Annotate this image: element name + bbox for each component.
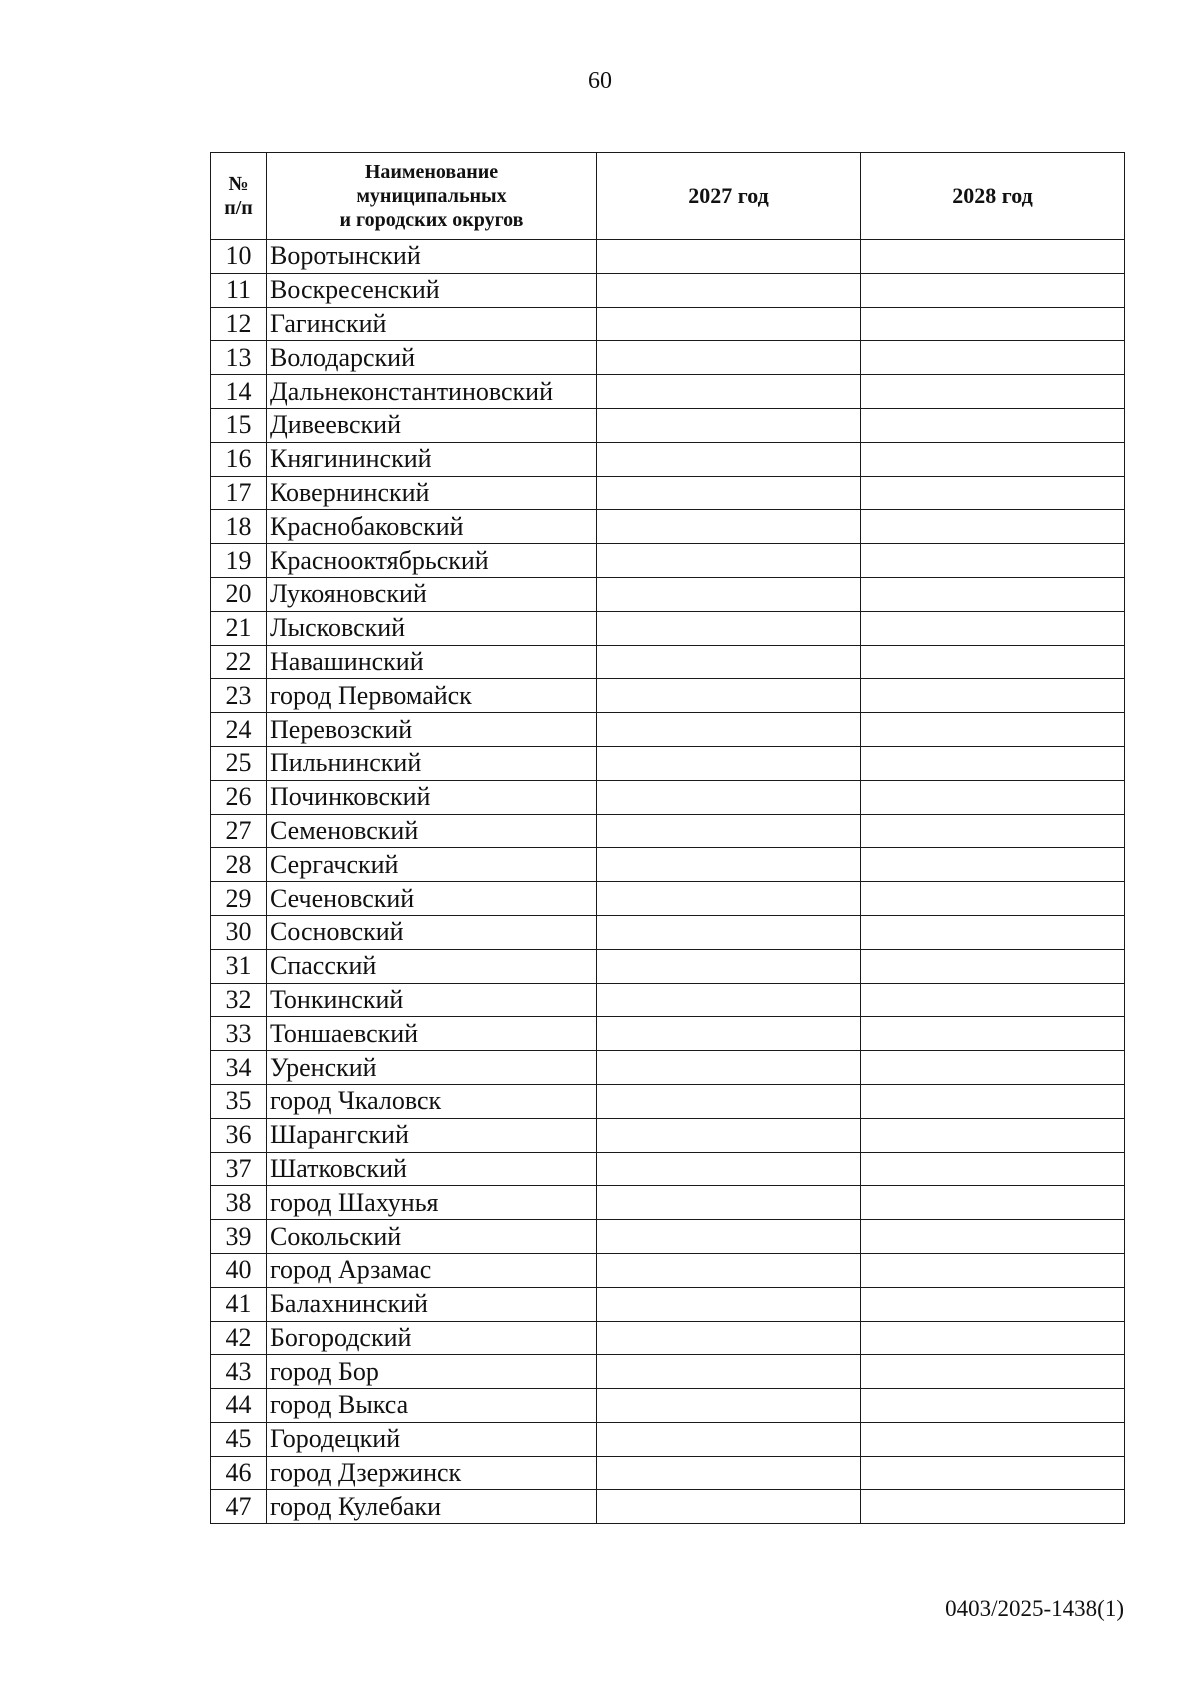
row-value-2027 xyxy=(597,375,861,409)
row-number: 19 xyxy=(211,544,267,578)
row-number: 23 xyxy=(211,679,267,713)
page-number: 60 xyxy=(588,68,612,94)
table-row xyxy=(211,1118,1125,1152)
row-value-2027 xyxy=(597,544,861,578)
table-row xyxy=(211,1186,1125,1220)
header-name-line-2: муниципальных xyxy=(356,185,507,207)
row-value-2027 xyxy=(597,645,861,679)
row-value-2027 xyxy=(597,1152,861,1186)
row-number: 14 xyxy=(211,375,267,409)
row-name: Спасский xyxy=(267,949,597,983)
row-name: Дивеевский xyxy=(267,408,597,442)
table-row xyxy=(211,882,1125,916)
row-number: 18 xyxy=(211,510,267,544)
row-value-2028 xyxy=(861,983,1125,1017)
row-number: 45 xyxy=(211,1422,267,1456)
table-row xyxy=(211,577,1125,611)
row-number: 40 xyxy=(211,1253,267,1287)
row-value-2027 xyxy=(597,1389,861,1423)
municipalities-table xyxy=(210,152,1125,1524)
row-value-2027 xyxy=(597,476,861,510)
row-number: 47 xyxy=(211,1490,267,1524)
row-value-2028 xyxy=(861,1051,1125,1085)
table-row xyxy=(211,713,1125,747)
row-number: 27 xyxy=(211,814,267,848)
row-number: 20 xyxy=(211,577,267,611)
table-row xyxy=(211,1287,1125,1321)
table-row xyxy=(211,375,1125,409)
table-row xyxy=(211,645,1125,679)
row-value-2028 xyxy=(861,1186,1125,1220)
row-value-2028 xyxy=(861,1389,1125,1423)
row-value-2028 xyxy=(861,713,1125,747)
row-number: 34 xyxy=(211,1051,267,1085)
table-row xyxy=(211,848,1125,882)
row-value-2028 xyxy=(861,949,1125,983)
table-row xyxy=(211,814,1125,848)
row-value-2027 xyxy=(597,1287,861,1321)
header-name-line-3: и городских округов xyxy=(339,209,524,231)
row-number: 37 xyxy=(211,1152,267,1186)
row-value-2028 xyxy=(861,915,1125,949)
table-row xyxy=(211,915,1125,949)
row-value-2027 xyxy=(597,611,861,645)
header-name xyxy=(267,153,597,240)
row-value-2028 xyxy=(861,1084,1125,1118)
row-value-2028 xyxy=(861,1253,1125,1287)
row-number: 29 xyxy=(211,882,267,916)
row-value-2028 xyxy=(861,882,1125,916)
row-number: 22 xyxy=(211,645,267,679)
table-row xyxy=(211,273,1125,307)
row-value-2027 xyxy=(597,1355,861,1389)
row-name: город Выкса xyxy=(267,1389,597,1423)
row-value-2028 xyxy=(861,375,1125,409)
row-value-2028 xyxy=(861,1152,1125,1186)
table-row xyxy=(211,544,1125,578)
row-number: 33 xyxy=(211,1017,267,1051)
row-value-2027 xyxy=(597,1051,861,1085)
table-row xyxy=(211,1220,1125,1254)
header-number-abbrev: п/п xyxy=(224,197,253,219)
row-name: Богородский xyxy=(267,1321,597,1355)
row-value-2027 xyxy=(597,915,861,949)
row-value-2027 xyxy=(597,848,861,882)
row-number: 43 xyxy=(211,1355,267,1389)
row-number: 39 xyxy=(211,1220,267,1254)
row-number: 32 xyxy=(211,983,267,1017)
row-value-2028 xyxy=(861,1355,1125,1389)
document-id: 0403/2025-1438(1) xyxy=(945,1596,1124,1621)
row-value-2027 xyxy=(597,882,861,916)
header-row xyxy=(211,153,1125,240)
table-row xyxy=(211,1422,1125,1456)
row-number: 13 xyxy=(211,341,267,375)
table-row xyxy=(211,1490,1125,1524)
table-row xyxy=(211,1321,1125,1355)
row-value-2028 xyxy=(861,1321,1125,1355)
row-name: Балахнинский xyxy=(267,1287,597,1321)
row-value-2028 xyxy=(861,1422,1125,1456)
header-number xyxy=(211,153,267,240)
table-row xyxy=(211,1084,1125,1118)
row-number: 44 xyxy=(211,1389,267,1423)
row-name: Шатковский xyxy=(267,1152,597,1186)
row-value-2028 xyxy=(861,1220,1125,1254)
row-value-2028 xyxy=(861,544,1125,578)
row-name: Володарский xyxy=(267,341,597,375)
row-value-2027 xyxy=(597,1253,861,1287)
row-value-2027 xyxy=(597,1422,861,1456)
table-row xyxy=(211,408,1125,442)
row-number: 16 xyxy=(211,442,267,476)
row-number: 36 xyxy=(211,1118,267,1152)
row-value-2027 xyxy=(597,240,861,274)
table-row xyxy=(211,1456,1125,1490)
row-name: Гагинский xyxy=(267,307,597,341)
table-row xyxy=(211,476,1125,510)
row-value-2028 xyxy=(861,746,1125,780)
row-name: Уренский xyxy=(267,1051,597,1085)
row-name: город Дзержинск xyxy=(267,1456,597,1490)
table-row xyxy=(211,240,1125,274)
row-value-2027 xyxy=(597,780,861,814)
row-name: Воскресенский xyxy=(267,273,597,307)
row-number: 12 xyxy=(211,307,267,341)
row-value-2027 xyxy=(597,1490,861,1524)
table-row xyxy=(211,679,1125,713)
row-name: Сосновский xyxy=(267,915,597,949)
row-value-2028 xyxy=(861,1456,1125,1490)
row-number: 15 xyxy=(211,408,267,442)
row-number: 26 xyxy=(211,780,267,814)
row-value-2027 xyxy=(597,983,861,1017)
row-name: Краснооктябрьский xyxy=(267,544,597,578)
header-year-2027: 2027 год xyxy=(597,153,861,240)
row-value-2028 xyxy=(861,1118,1125,1152)
row-number: 10 xyxy=(211,240,267,274)
table-row xyxy=(211,1389,1125,1423)
row-number: 31 xyxy=(211,949,267,983)
row-number: 21 xyxy=(211,611,267,645)
row-name: Княгининский xyxy=(267,442,597,476)
row-name: город Кулебаки xyxy=(267,1490,597,1524)
row-name: Лукояновский xyxy=(267,577,597,611)
row-number: 42 xyxy=(211,1321,267,1355)
row-value-2027 xyxy=(597,510,861,544)
row-value-2028 xyxy=(861,848,1125,882)
table-row xyxy=(211,746,1125,780)
row-value-2027 xyxy=(597,1456,861,1490)
row-value-2027 xyxy=(597,1220,861,1254)
row-name: Сеченовский xyxy=(267,882,597,916)
row-value-2027 xyxy=(597,746,861,780)
row-name: город Арзамас xyxy=(267,1253,597,1287)
row-value-2027 xyxy=(597,679,861,713)
row-name: Тонкинский xyxy=(267,983,597,1017)
row-name: Дальнеконстантиновский xyxy=(267,375,597,409)
row-name: Ковернинский xyxy=(267,476,597,510)
row-value-2027 xyxy=(597,1118,861,1152)
table-row xyxy=(211,307,1125,341)
row-number: 11 xyxy=(211,273,267,307)
row-name: город Бор xyxy=(267,1355,597,1389)
row-value-2028 xyxy=(861,645,1125,679)
row-name: Сергачский xyxy=(267,848,597,882)
header-name-line-1: Наименование xyxy=(364,161,499,183)
row-value-2028 xyxy=(861,240,1125,274)
table-row xyxy=(211,510,1125,544)
row-name: Починковский xyxy=(267,780,597,814)
row-number: 30 xyxy=(211,915,267,949)
row-name: Лысковский xyxy=(267,611,597,645)
table-row xyxy=(211,1051,1125,1085)
row-number: 46 xyxy=(211,1456,267,1490)
row-value-2027 xyxy=(597,273,861,307)
row-value-2028 xyxy=(861,476,1125,510)
row-value-2027 xyxy=(597,1017,861,1051)
table-row xyxy=(211,341,1125,375)
table-row xyxy=(211,780,1125,814)
header-year-2028: 2028 год xyxy=(861,153,1125,240)
row-name: Тоншаевский xyxy=(267,1017,597,1051)
row-value-2028 xyxy=(861,307,1125,341)
row-number: 28 xyxy=(211,848,267,882)
row-value-2028 xyxy=(861,510,1125,544)
table-row xyxy=(211,1152,1125,1186)
table-row xyxy=(211,983,1125,1017)
row-name: город Чкаловск xyxy=(267,1084,597,1118)
table-row xyxy=(211,1253,1125,1287)
row-value-2027 xyxy=(597,1321,861,1355)
row-value-2027 xyxy=(597,577,861,611)
row-value-2028 xyxy=(861,341,1125,375)
row-name: Воротынский xyxy=(267,240,597,274)
row-number: 17 xyxy=(211,476,267,510)
table-row xyxy=(211,611,1125,645)
row-number: 24 xyxy=(211,713,267,747)
table-row xyxy=(211,949,1125,983)
row-value-2028 xyxy=(861,577,1125,611)
row-number: 25 xyxy=(211,746,267,780)
table-body xyxy=(211,240,1125,1524)
row-value-2028 xyxy=(861,780,1125,814)
row-value-2027 xyxy=(597,814,861,848)
row-value-2028 xyxy=(861,814,1125,848)
row-number: 38 xyxy=(211,1186,267,1220)
table-row xyxy=(211,1355,1125,1389)
row-name: Городецкий xyxy=(267,1422,597,1456)
row-value-2028 xyxy=(861,273,1125,307)
row-value-2028 xyxy=(861,679,1125,713)
row-value-2027 xyxy=(597,341,861,375)
row-value-2028 xyxy=(861,1490,1125,1524)
table-header xyxy=(211,153,1125,240)
row-name: Семеновский xyxy=(267,814,597,848)
table-row xyxy=(211,442,1125,476)
row-value-2028 xyxy=(861,611,1125,645)
row-name: Краснобаковский xyxy=(267,510,597,544)
row-value-2028 xyxy=(861,1017,1125,1051)
row-name: город Шахунья xyxy=(267,1186,597,1220)
row-value-2028 xyxy=(861,1287,1125,1321)
row-value-2027 xyxy=(597,408,861,442)
row-value-2027 xyxy=(597,307,861,341)
row-name: город Первомайск xyxy=(267,679,597,713)
header-number-symbol: № xyxy=(228,173,249,195)
row-value-2028 xyxy=(861,442,1125,476)
row-number: 41 xyxy=(211,1287,267,1321)
row-name: Сокольский xyxy=(267,1220,597,1254)
row-name: Пильнинский xyxy=(267,746,597,780)
row-name: Перевозский xyxy=(267,713,597,747)
row-value-2027 xyxy=(597,1186,861,1220)
row-value-2027 xyxy=(597,442,861,476)
row-value-2027 xyxy=(597,949,861,983)
table-row xyxy=(211,1017,1125,1051)
row-value-2027 xyxy=(597,713,861,747)
row-number: 35 xyxy=(211,1084,267,1118)
row-value-2027 xyxy=(597,1084,861,1118)
row-name: Шарангский xyxy=(267,1118,597,1152)
row-name: Навашинский xyxy=(267,645,597,679)
row-value-2028 xyxy=(861,408,1125,442)
